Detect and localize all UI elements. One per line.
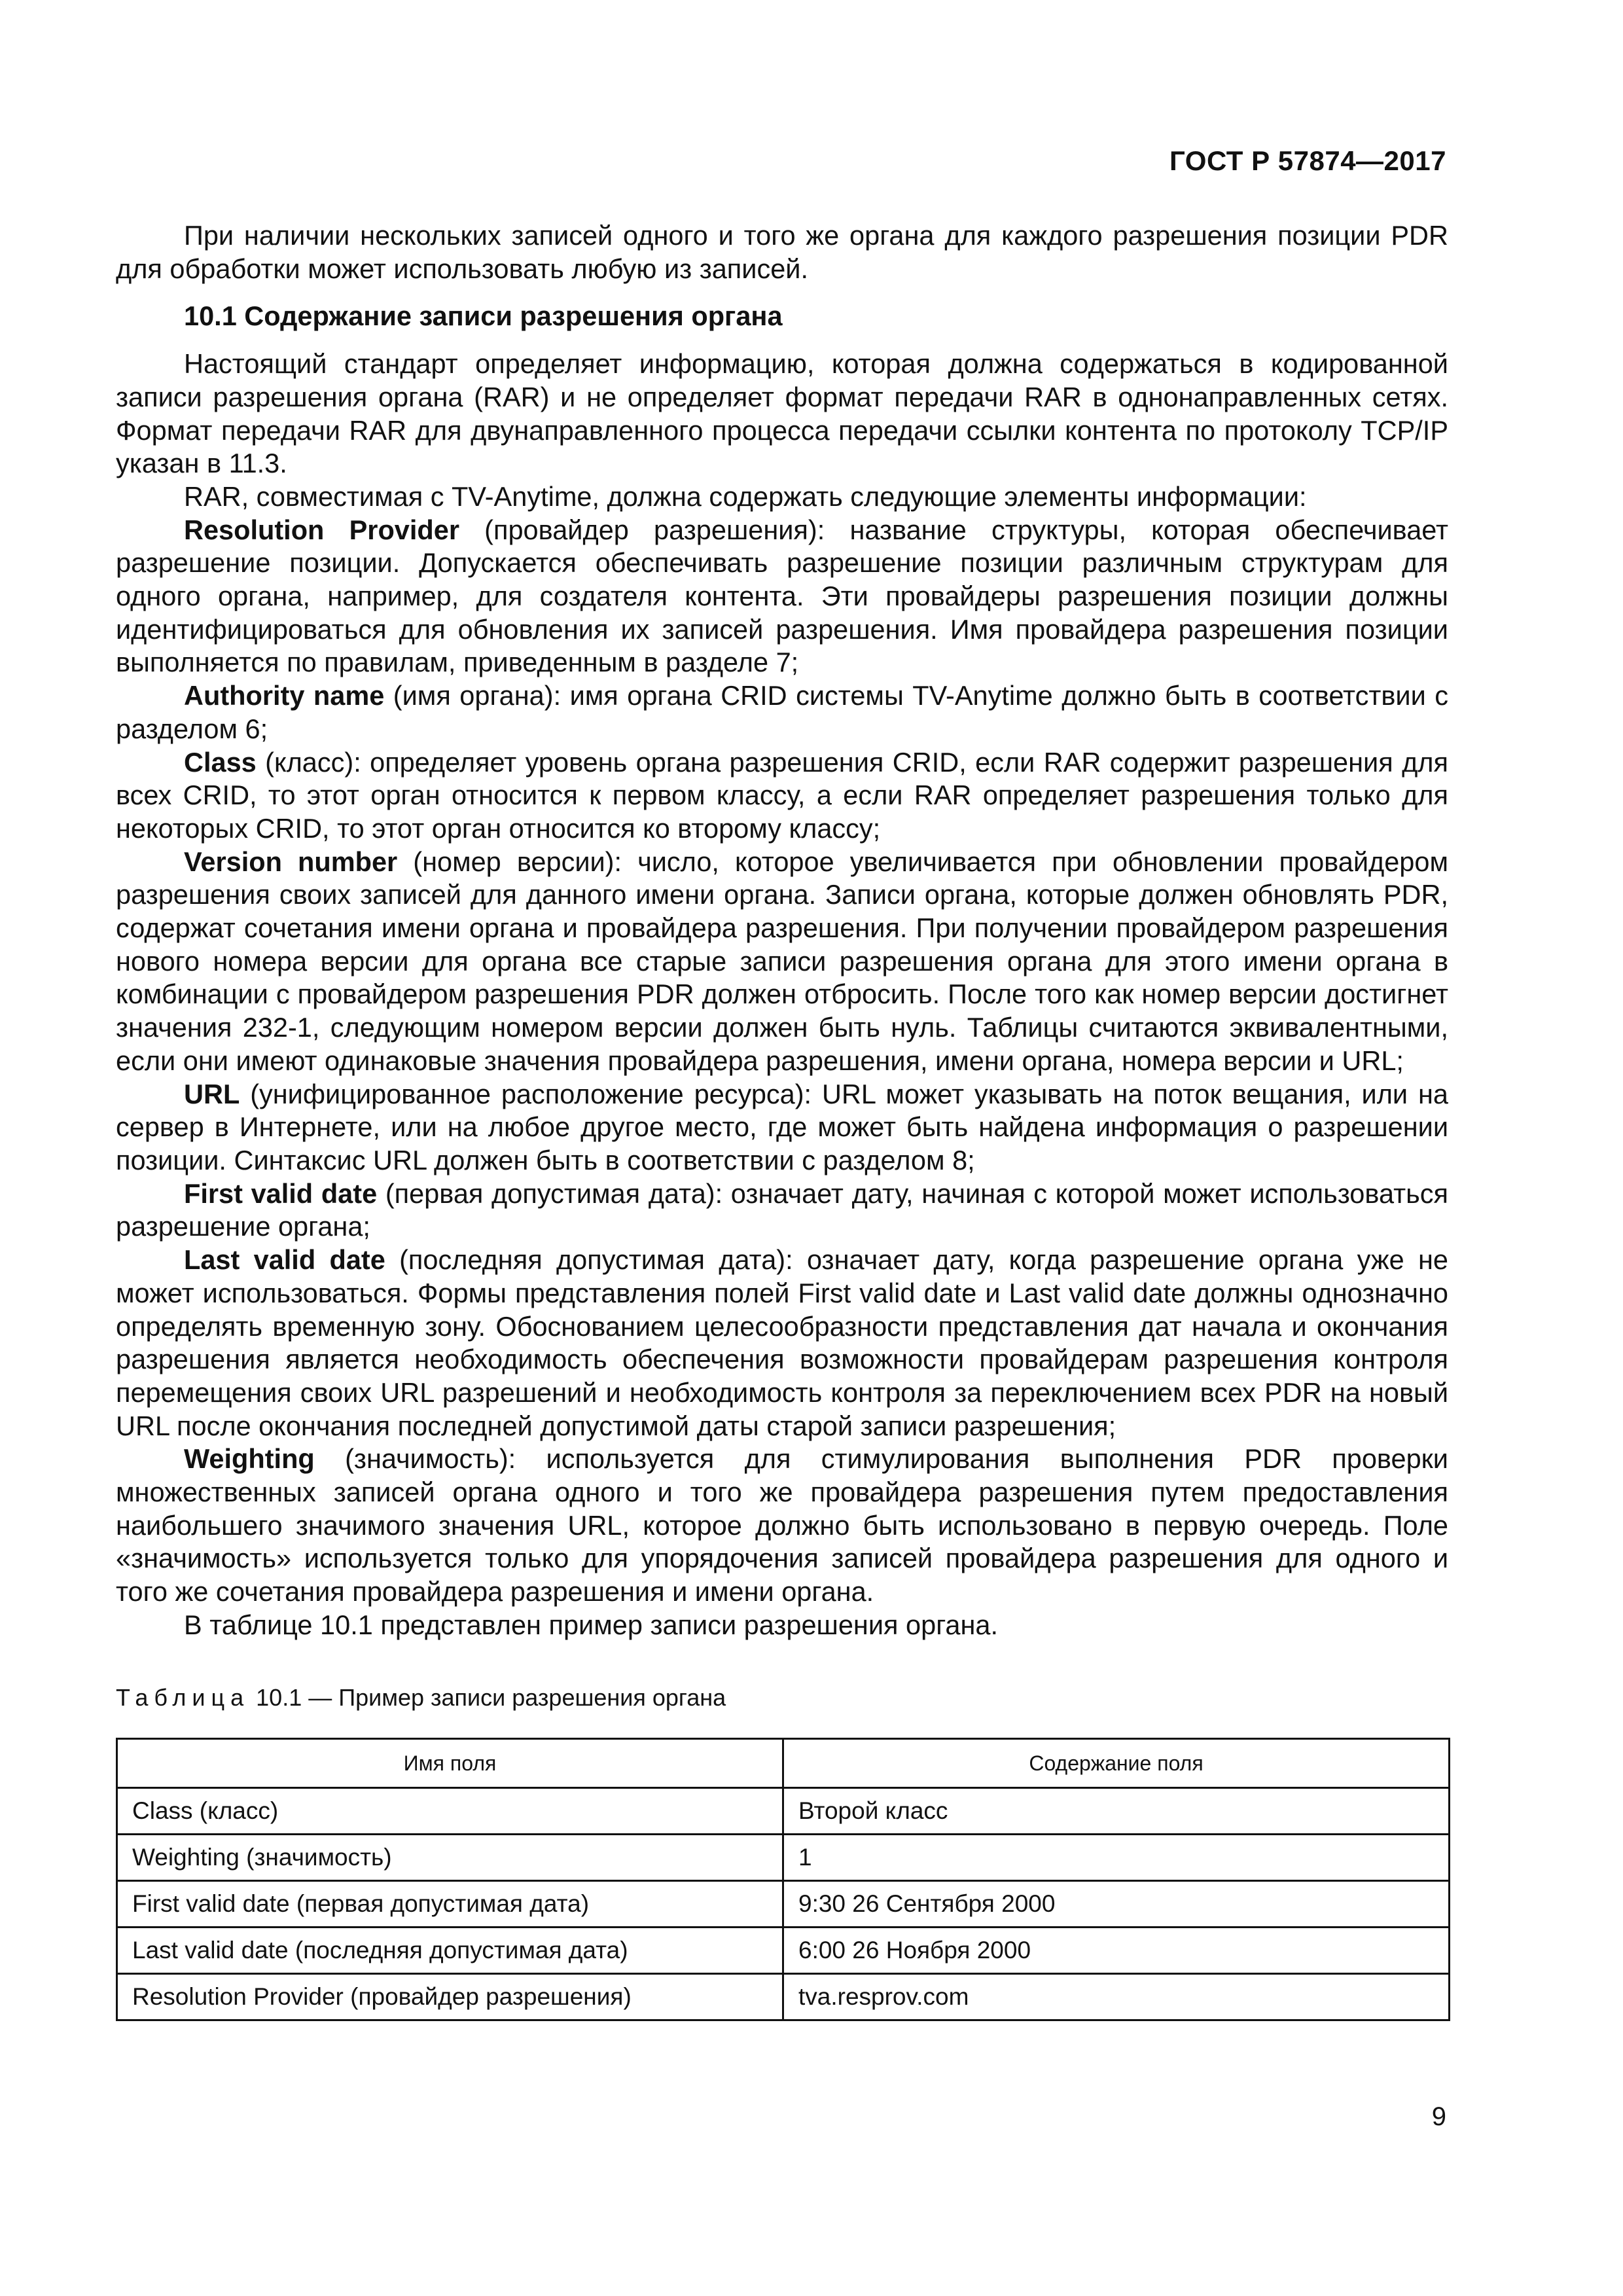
definition-text: (унифицированное расположение ресурса): URL может указывать на поток вещания, или на сервер в Интернете, или на любое другое место, где может быть найдена информация о разрешении позиции. Синтаксис URL должен быть в соответствии с разделом 8; xyxy=(116,1078,1448,1175)
intro-paragraph: При наличии нескольких записей одного и того же органа для каждого разрешения позиции PDR для обработки может использовать любую из записей. xyxy=(116,220,1448,284)
table-cell: First valid date (первая допустимая дата) xyxy=(117,1881,783,1928)
paragraph: Настоящий стандарт определяет информацию, которая должна содержаться в кодированной записи разрешения органа (RAR) и не определяет формат передачи RAR в однонаправленных сетях. Формат передачи RAR для двунаправленного процесса передачи ссылки контента по протоколу TCP/IP указан в 11.3. xyxy=(116,348,1448,479)
definition-class xyxy=(116,746,1448,846)
definition-term: Class xyxy=(184,746,257,778)
table-row xyxy=(117,1881,1450,1928)
body-text xyxy=(116,219,1448,1642)
table-cell: Last valid date (последняя допустимая дата) xyxy=(117,1928,783,1974)
table-row xyxy=(117,1928,1450,1974)
definition-weighting xyxy=(116,1443,1448,1609)
table-cell: Второй класс xyxy=(783,1788,1450,1835)
document-header: ГОСТ Р 57874—2017 xyxy=(1169,145,1446,176)
definition-term: Weighting xyxy=(184,1443,315,1475)
definition-term: Last valid date xyxy=(184,1244,385,1276)
definition-authority-name xyxy=(116,679,1448,745)
definition-term: Resolution Provider xyxy=(184,514,459,545)
definition-text: (имя органа): имя органа CRID системы TV-Anytime должно быть в соответствии с разделом 6; xyxy=(116,680,1448,744)
table-cell: Class (класс) xyxy=(117,1788,783,1835)
paragraph: RAR, совместимая с TV-Anytime, должна содержать следующие элементы информации: xyxy=(184,480,1307,512)
definition-text: (номер версии): число, которое увеличивается при обновлении провайдером разрешения своих записей для данного имени органа. Записи органа, которые должен обновлять PDR, содержат сочетания имени органа и провайдера разрешения. При получении провайдером разрешения нового номера версии для органа все старые записи разрешения органа для этого имени органа в комбинации с провайдером разрешения PDR должен отбросить. После того как номер версии достигнет значения 232-1, следующим номером версии должен быть нуль. Таблицы считаются эквивалентными, если они имеют одинаковые значения провайдера разрешения, имени органа, номера версии и URL; xyxy=(116,846,1448,1076)
column-header-field-content: Содержание поля xyxy=(783,1739,1450,1788)
definition-last-valid-date xyxy=(116,1244,1448,1443)
definition-resolution-provider xyxy=(116,514,1448,680)
table-caption-label: Таблица xyxy=(116,1684,250,1711)
definition-term: URL xyxy=(184,1078,240,1109)
definition-text: (провайдер разрешения): название структуры, которая обеспечивает разрешение позиции. Допускается обеспечивать разрешение позиции различным структурам для одного органа, например, для создателя контента. Эти провайдеры разрешения позиции должны идентифицироваться для обновления их записей разрешения. Имя провайдера разрешения позиции выполняется по правилам, приведенным в разделе 7; xyxy=(116,514,1448,678)
table-caption xyxy=(116,1684,726,1712)
table-cell: 9:30 26 Сентября 2000 xyxy=(783,1881,1450,1928)
definition-term: Authority name xyxy=(184,680,385,711)
definition-text: (значимость): используется для стимулирования выполнения PDR проверки множественных записей органа одного и того же провайдера разрешения путем предоставления наибольшего значимого значения URL, которое должно быть использовано в первую очередь. Поле «значимость» используется только для упорядочения записей провайдера разрешения для одного и того же сочетания провайдера разрешения и имени органа. xyxy=(116,1443,1448,1607)
definition-term: Version number xyxy=(184,846,398,877)
table-cell: 1 xyxy=(783,1835,1450,1881)
table-row xyxy=(117,1788,1450,1835)
section-title: 10.1 Содержание записи разрешения органа xyxy=(184,300,783,332)
definition-term: First valid date xyxy=(184,1177,378,1209)
definition-text: (последняя допустимая дата): означает дату, когда разрешение органа уже не может использоваться. Формы представления полей First valid date и Last valid date должны однозначно определять временную зону. Обоснованием целесообразности представления дат начала и окончания разрешения является необходимость обеспечения возможности провайдерам разрешения контроля перемещения своих URL разрешений и необходимость контроля за переключением всех PDR на новый URL после окончания последней допустимой даты старой записи разрешения; xyxy=(116,1244,1448,1441)
table-caption-text: 10.1 — Пример записи разрешения органа xyxy=(249,1684,726,1711)
table-cell: tva.resprov.com xyxy=(783,1974,1450,2020)
definition-url xyxy=(116,1078,1448,1177)
table-cell: Resolution Provider (провайдер разрешения) xyxy=(117,1974,783,2020)
definition-text: (класс): определяет уровень органа разрешения CRID, если RAR содержит разрешения для всех CRID, то этот орган относится к первом классу, а если RAR определяет разрешения только для некоторых CRID, то этот орган относится ко второму классу; xyxy=(116,746,1448,844)
table-cell: Weighting (значимость) xyxy=(117,1835,783,1881)
rar-example-table xyxy=(116,1738,1450,2021)
table-row xyxy=(117,1835,1450,1881)
table-header-row xyxy=(117,1739,1450,1788)
table-reference-paragraph: В таблице 10.1 представлен пример записи разрешения органа. xyxy=(184,1609,999,1640)
table-cell: 6:00 26 Ноября 2000 xyxy=(783,1928,1450,1974)
definition-version-number xyxy=(116,846,1448,1078)
column-header-field-name: Имя поля xyxy=(117,1739,783,1788)
page-number: 9 xyxy=(1431,2102,1446,2131)
table-row xyxy=(117,1974,1450,2020)
definition-text: (первая допустимая дата): означает дату, начиная с которой может использоваться разрешение органа; xyxy=(116,1177,1448,1242)
definition-first-valid-date xyxy=(116,1177,1448,1244)
